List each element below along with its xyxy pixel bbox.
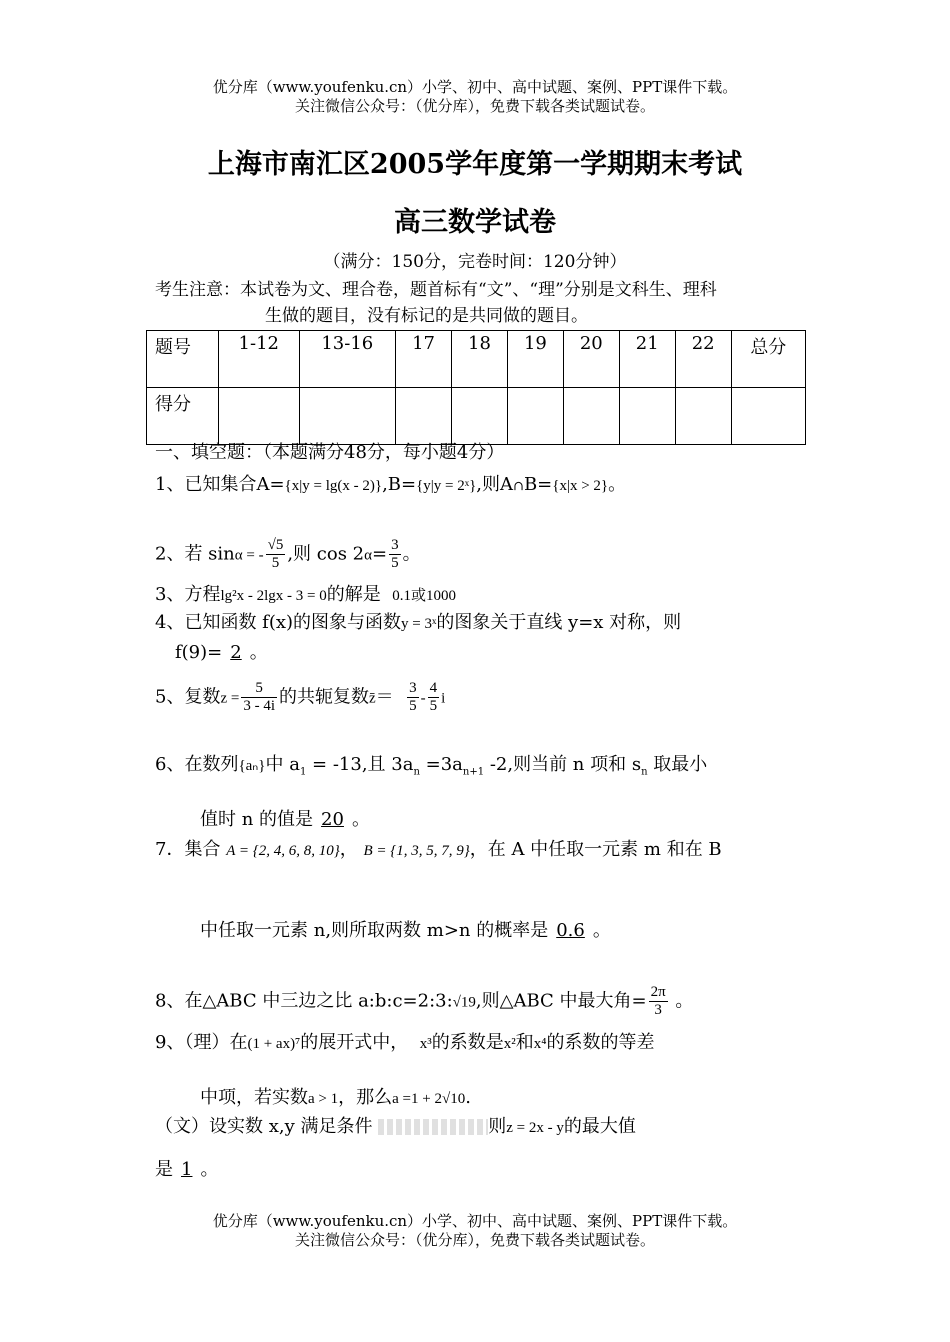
score-cell bbox=[619, 388, 675, 445]
answer-2: $\frac{3}{5}$ bbox=[391, 537, 399, 571]
notice bbox=[155, 277, 795, 329]
score-table-score-row bbox=[147, 388, 806, 445]
notice-line-2: 生做的题目，没有标记的是共同做的题目。 bbox=[265, 306, 588, 326]
question-9-arts: （文）设实数 x,y 满足条件 则z = 2x - y的最大值 bbox=[155, 1116, 636, 1137]
question-9-cont: 中项，若实数a > 1，那么a =1 + 2√10. bbox=[200, 1087, 471, 1108]
banner-line-2: 关注微信公众号：（优分库），免费下载各类试题试卷。 bbox=[294, 1231, 655, 1249]
fraction: $\frac{√5}{5}$ bbox=[267, 537, 284, 571]
set-a-expr: {x|y = lg(x - 2)} bbox=[284, 478, 383, 494]
table-header-cell: 总分 bbox=[731, 331, 805, 388]
table-header-cell: 18 bbox=[452, 331, 508, 388]
score-cell bbox=[452, 388, 508, 445]
score-table bbox=[146, 330, 806, 445]
question-1: 1、已知集合A={x|y = lg(x - 2)},B={y|y = 2ˣ},则A∩B={x|x > 2}。 bbox=[155, 474, 627, 495]
constraint-system-image bbox=[378, 1119, 488, 1135]
exam-info: （满分：150分，完卷时间：120分钟） bbox=[323, 252, 627, 272]
answer-9-arts: 1 bbox=[181, 1159, 193, 1180]
section-heading: 一、填空题：（本题满分48分，每小题4分） bbox=[155, 442, 505, 463]
answer-3: 0.1或1000 bbox=[392, 588, 456, 604]
answer-6: 20 bbox=[321, 809, 344, 830]
question-5: 5、复数z = $\frac{5}{3 - 4i}$ 的共轭复数z̄＝ $\frac{3}{5}$ - $\frac{4}{5}$ i bbox=[155, 680, 446, 714]
footer-banner bbox=[0, 1212, 950, 1250]
question-8: 8、在△ABC 中三边之比 a:b:c=2:3:√19,则△ABC 中最大角= $\frac{2\pi}{3}$ 。 bbox=[155, 984, 694, 1018]
score-cell bbox=[396, 388, 452, 445]
banner-line-1: 优分库（www.youfenku.cn）小学、初中、高中试题、案例、PPT课件下载。 bbox=[212, 1212, 738, 1230]
exam-subtitle: 高三数学试卷 bbox=[394, 207, 556, 238]
header-banner bbox=[0, 78, 950, 116]
table-header-cell: 19 bbox=[507, 331, 563, 388]
question-7: 7．集合 A = {2, 4, 6, 8, 10}， B = {1, 3, 5, 7, 9}，在 A 中任取一元素 m 和在 B bbox=[155, 839, 722, 860]
question-7-cont: 中任取一元素 n,则所取两数 m>n 的概率是 0.6 。 bbox=[200, 920, 611, 941]
table-header-cell: 20 bbox=[563, 331, 619, 388]
table-header-cell: 题号 bbox=[147, 331, 219, 388]
table-header-cell: 22 bbox=[675, 331, 731, 388]
score-cell bbox=[299, 388, 396, 445]
table-header-cell: 17 bbox=[396, 331, 452, 388]
score-table-header-row bbox=[147, 331, 806, 388]
question-6-cont: 值时 n 的值是 20 。 bbox=[200, 809, 370, 830]
question-6: 6、在数列{aₙ}中 $a_1 = -13$,且 $3a_n =3a_{n+1}$ -2,则当前 n 项和 $s_n$ 取最小 bbox=[155, 754, 708, 778]
score-cell bbox=[731, 388, 805, 445]
question-9: 9、（理）在(1 + ax)⁷的展开式中， x³的系数是x²和x⁴的系数的等差 bbox=[155, 1032, 655, 1053]
table-header-cell: 1-12 bbox=[219, 331, 300, 388]
question-4-cont: f(9)= 2 。 bbox=[175, 642, 268, 663]
score-cell bbox=[563, 388, 619, 445]
table-header-cell: 21 bbox=[619, 331, 675, 388]
answer-9: 1 + 2√10 bbox=[411, 1091, 466, 1107]
answer-4: 2 bbox=[230, 642, 242, 663]
exam-title: 上海市南汇区2005学年度第一学期期末考试 bbox=[207, 149, 743, 180]
answer-1: {x|x > 2} bbox=[552, 478, 609, 494]
question-4: 4、已知函数 f(x)的图象与函数y = 3ˣ的图象关于直线 y=x 对称，则 bbox=[155, 612, 682, 633]
question-2: 2、若 sinα = - $\frac{√5}{5}$ ,则 cos 2α= $\frac{3}{5}$ 。 bbox=[155, 537, 421, 571]
score-cell bbox=[675, 388, 731, 445]
score-row-label: 得分 bbox=[147, 388, 219, 445]
set-b-expr: {y|y = 2ˣ} bbox=[416, 478, 477, 494]
answer-5-imag: $\frac{4}{5}$ bbox=[429, 680, 438, 714]
answer-5-real: $\frac{3}{5}$ bbox=[409, 680, 417, 714]
score-cell bbox=[219, 388, 300, 445]
answer-8: $\frac{2\pi}{3}$ bbox=[650, 984, 666, 1018]
notice-line-1: 考生注意：本试卷为文、理合卷，题首标有“文”、“理”分别是文科生、理科 bbox=[155, 280, 717, 300]
banner-line-2: 关注微信公众号：（优分库），免费下载各类试题试卷。 bbox=[294, 97, 655, 115]
score-cell bbox=[507, 388, 563, 445]
fraction: $\frac{5}{3 - 4i}$ bbox=[243, 680, 275, 714]
question-9-arts-cont: 是 1 。 bbox=[155, 1159, 219, 1180]
answer-7: 0.6 bbox=[556, 920, 585, 941]
banner-line-1: 优分库（www.youfenku.cn）小学、初中、高中试题、案例、PPT课件下载。 bbox=[212, 78, 738, 96]
question-3: 3、方程lg²x - 2lgx - 3 = 0的解是 0.1或1000 bbox=[155, 584, 456, 605]
table-header-cell: 13-16 bbox=[299, 331, 396, 388]
